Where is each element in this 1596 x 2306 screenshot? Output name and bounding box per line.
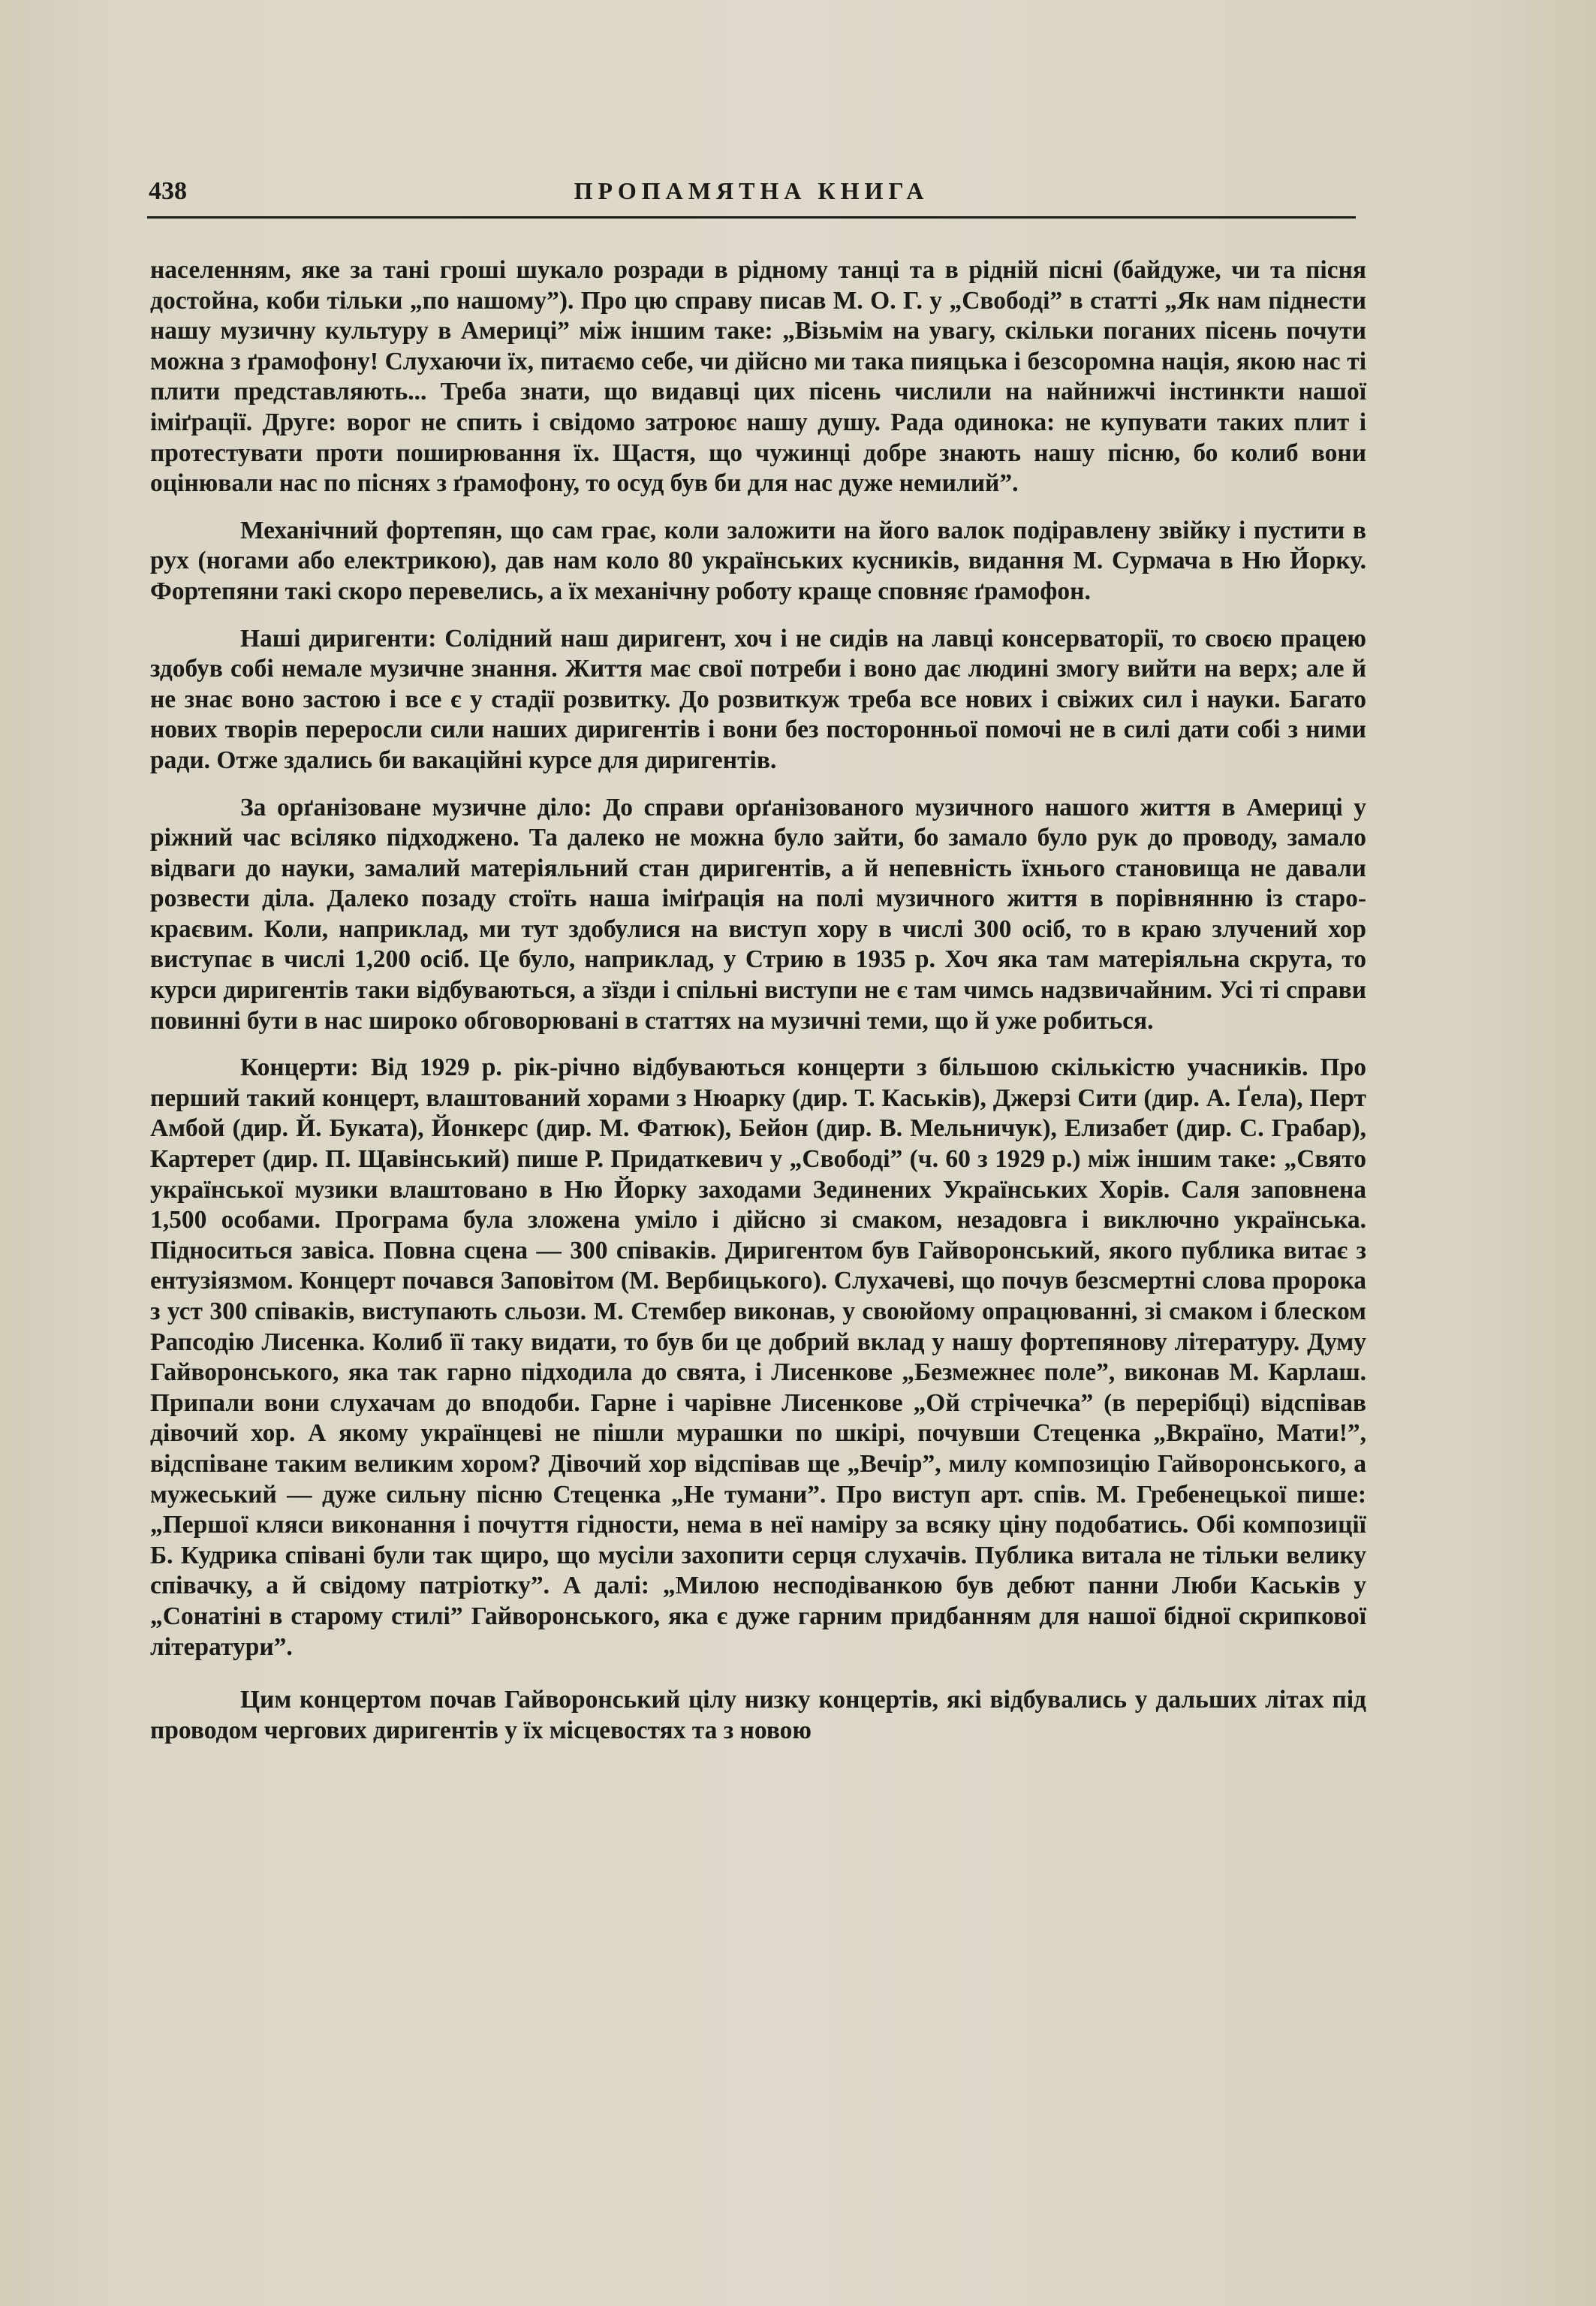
paragraph-organized-music: [150, 793, 1366, 1037]
section-lead-organized-music: За орґанізоване музичне діло:: [240, 793, 592, 821]
paragraph-mechanical-piano: [150, 516, 1366, 607]
paragraph-conductors: [150, 624, 1366, 776]
section-lead-concerts: Концерти:: [240, 1054, 359, 1082]
section-lead-conductors: Наші диригенти:: [240, 624, 437, 653]
paragraph-concerts: [150, 1053, 1366, 1662]
paragraph-text: Механічний фортепян, що сам грає, коли заложити на його валок подіравлену звійку і пустити в рух (ногами або електрикою), дав нам коло 80 українських кусників, видання М. Сурмача в Ню Йорку. Фортепяни такі скоро перевелись, а їх механічну роботу краще сповняє ґрамофон.: [150, 516, 1366, 605]
body-text: [150, 255, 1366, 1762]
paragraph-text: населенням, яке за тані гроші шукало розради в рідному танці та в рідній пісні (байдуже, чи та пісня достойна, коби тільки „по нашому”). Про цю справу писав М. О. Г. у „Свободі” в статті „Як нам піднести нашу музичну культуру в Америці” між іншим таке: „Візьмім на увагу, скільки поганих пісень почути можна з ґрамофону! Слухаючи їх, питаємо себе, чи дійсно ми така пияцька і безсоромна нація, якою нас ті плити представляють... Треба знати, що видавці цих пісень числили на найнижчі інстинкти нашої іміґрації. Друге: ворог не спить і свідомо затроює нашу душу. Рада одинока: не купувати таких плит і протестувати проти поширювання їх. Щастя, що чужинці добре знають нашу пісню, бо колиб вони оцінювали нас по піснях з ґрамофону, то осуд був би для нас дуже немилий”.: [150, 256, 1366, 498]
paragraph-text: Солідний наш диригент, хоч і не сидів на лавці консерваторії, то своєю працею здобув собі немале музичне знання. Життя має свої потреби і воно дає людині змогу вийти на верх; але й не знає воно застою і все є у стадії розвитку. До розвиткуж треба все нових і свіжих сил і науки. Багато нових творів переросли сили наших диригентів і вони без посторонньої помочі не в силі дати собі з ними ради. Отже здались би вакаційні курсе для диригентів.: [150, 624, 1366, 774]
paragraph-text: Від 1929 р. рік-річно відбуваються концерти з більшою скількістю учасників. Про перший такий концерт, влаштований хорами з Нюарку (дир. Т. Каськів), Джерзі Сити (дир. А. Ґела), Перт Амбой (дир. Й. Буката), Йонкерс (дир. М. Фатюк), Бейон (дир. В. Мельничук), Елизабет (дир. С. Грабар), Картерет (дир. П. Щавінський) пише Р. Придаткевич у „Свободі” (ч. 60 з 1929 р.) між іншим таке: „Свято української музики влаштовано в Ню Йорку заходами Зединених Українських Хорів. Саля заповнена 1,500 особами. Програма була зложена уміло і дійсно зі смаком, незадовга і виключно українська. Підноситься завіса. Повна сцена — 300 співаків. Диригентом був Гайворонський, якого публика витає з ентузіязмом. Концерт почався Заповітом (М. Вербицького). Слухачеві, що почув безсмертні слова пророка з уст 300 співаків, виступають сльози. М. Стембер виконав, у своюйому опрацюванні, зі смаком і блеском Рапсодію Лисенка. Колиб її таку видати, то був би це добрий вклад у нашу фортепянову літературу. Думу Гайворонського, яка так гарно підходила до свята, і Лисенкове „Безмежнеє поле”, виконав М. Карлаш. Припали вони слухачам до вподоби. Гарне і чарівне Лисенкове „Ой стрічечка” (в перерібці) відспівав дівочий хор. А якому українцеві не пішли мурашки по шкірі, почувши Стеценка „Вкраїно, Мати!”, відспіване таким великим хором? Дівочий хор відспівав ще „Вечір”, милу композицію Гайворонського, а мужеський — дуже сильну пісню Стеценка „Не тумани”. Про виступ арт. спів. М. Гребенецької пише: „Першої кляси виконання і почуття гідности, нема в неї наміру за всяку ціну подобатись. Обі композиції Б. Кудрика співані були так щиро, що мусіли захопити серця слухачів. Публика витала не тільки велику співачку, а й свідому патріотку”. А далі: „Милою несподіванкою був дебют панни Люби Каськів у „Сонатіні в старому стилі” Гайворонського, яка є дуже гарним придбанням для нашої бідної скрипкової літератури”.: [150, 1054, 1366, 1661]
paragraph-text: Цим концертом почав Гайворонський цілу низку концертів, які відбувались у дальших літах під проводом чергових диригентів у їх місцевостях та з новою: [150, 1686, 1366, 1744]
paragraph-text: До справи орґанізованого музичного нашого життя в Америці у ріжний час всіляко підходжено. Та далеко не можна було зайти, бо замало було рук до проводу, замало відваги до науки, замалий матеріяльний стан диригентів, а й непевність їхнього становища не давали розвести діла. Далеко позаду стоїть наша іміґрація на полі музичного життя в порівнянню із старо-краєвим. Коли, наприклад, ми тут здобулися на виступ хору в числі 300 осіб, то в краю злучений хор виступає в числі 1,200 осіб. Це було, наприклад, у Стрию в 1935 р. Хоч яка там матеріяльна скрута, то курси диригентів таки відбуваються, а зїзди і спільні виступи не є там чимсь надзвичайним. Усі ті справи повинні бути в нас широко обговорювані в статтях на музичні теми, що й уже робиться.: [150, 793, 1366, 1035]
paragraph-continuation: [150, 255, 1366, 499]
page-header: [147, 171, 1356, 219]
running-title: ПРОПАМЯТНА КНИГА: [574, 177, 929, 204]
page-number: 438: [149, 177, 187, 205]
paragraph-final: [150, 1685, 1366, 1746]
